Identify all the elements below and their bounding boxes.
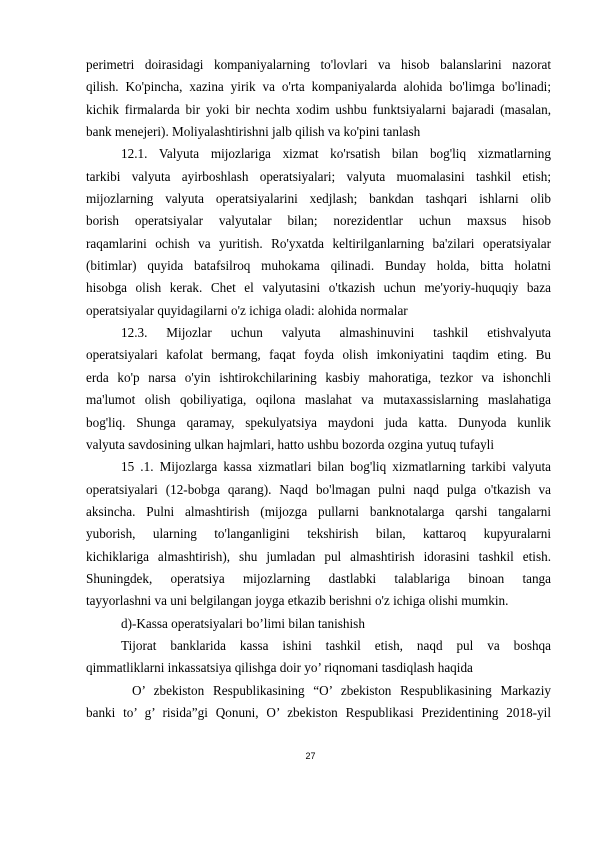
text-line: erda ko'p narsa o'yin ishtirokchilarining kasbiy mahoratiga, tezkor va ishonchli bbox=[86, 369, 551, 385]
text-line: perimetri doirasidagi kompaniyalarning to'lovlari va hisob balanslarini nazorat bbox=[86, 57, 551, 72]
text-line: qilish. Ko'pincha, xazina yirik va o'rta kompaniyalarda alohida bo'limga bo'linadi; bbox=[86, 79, 551, 95]
text-line: Shuningdek, operatsiya mijozlarning dastlabki talablariga binoan tanga bbox=[86, 570, 551, 586]
text-line: kichiklariga almashtirish), shu jumladan pul almashtirish idorasini tashkil etish. bbox=[86, 548, 551, 564]
text-line: kichik firmalarda bir yoki bir nechta xodim ushbu funktsiyalarni bajaradi (masalan, bbox=[86, 101, 551, 117]
text-line: aksincha. Pulni almashtirish (mijozga pullarni banknotalarga qarshi tangalarni bbox=[86, 503, 551, 519]
text-line: mijozlarning valyuta operatsiyalarini xedjlash; bankdan tashqari ishlarni olib bbox=[86, 191, 551, 207]
text-line: 15 .1. Mijozlarga kassa xizmatlari bilan bog'liq xizmatlarning tarkibi valyuta bbox=[121, 459, 551, 475]
text-line: ma'lumot olish qobiliyatiga, oqilona maslahat va mutaxassislarning maslahatiga bbox=[86, 392, 551, 408]
text-line: borish operatsiyalar valyutalar bilan; norezidentlar uchun maxsus hisob bbox=[86, 213, 551, 229]
text-line: operatsiyalari kafolat bermang, faqat foyda olish imkoniyatini taqdim eting. Bu bbox=[86, 347, 551, 363]
section-heading: d)-Kassa operatsiyalari bo’limi bilan tanishish bbox=[121, 615, 365, 631]
text-line: tarkibi valyuta ayirboshlash operatsiyalari; valyuta muomalasini tashkil etish; bbox=[86, 168, 551, 184]
text-line: (bitimlar) quyida batafsilroq muhokama qilinadi. Bunday holda, bitta holatni bbox=[86, 258, 551, 274]
text-line: hisobga olish kerak. Chet el valyutasini o'tkazish uchun me'yoriy-huquqiy baza bbox=[86, 280, 551, 296]
text-line: yuborish, ularning to'langanligini tekshirish bilan, kattaroq kupyuralarni bbox=[86, 526, 551, 542]
text-line: bog'liq. Shunga qaramay, spekulyatsiya maydoni juda katta. Dunyoda kunlik bbox=[86, 414, 551, 430]
text-line: raqamlarini ochish va yuritish. Ro'yxatda keltirilganlarning ba'zilari operatsiyalar bbox=[86, 235, 551, 251]
text-line: operatsiyalari (12-bobga qarang). Naqd bo'lmagan pulni naqd pulga o'tkazish va bbox=[86, 481, 551, 497]
text-line: O’ zbekiston Respublikasining “O’ zbekiston Respublikasining Markaziy bbox=[132, 682, 551, 698]
text-line: Tijorat banklarida kassa ishini tashkil etish, naqd pul va boshqa bbox=[121, 637, 551, 653]
text-line: qimmatliklarni inkassatsiya qilishga doir yo’ riqnomani tasdiqlash haqida bbox=[86, 660, 473, 676]
text-line: banki to’ g’ risida”gi Qonuni, O’ zbekiston Respublikasi Prezidentining 2018-yil bbox=[86, 704, 551, 720]
text-line: operatsiyalar quyidagilarni o'z ichiga oladi: alohida normalar bbox=[86, 302, 408, 318]
text-line: 12.3. Mijozlar uchun valyuta almashinuvini tashkil etishvalyuta bbox=[121, 325, 551, 341]
text-line: tayyorlashni va uni belgilangan joyga etkazib berishni o'z ichiga olishi mumkin. bbox=[86, 593, 509, 609]
document-body bbox=[86, 54, 551, 724]
page-number: 27 bbox=[305, 751, 316, 761]
text-line: bank menejeri). Moliyalashtirishni jalb qilish va ko'pini tanlash bbox=[86, 124, 421, 140]
text-line: valyuta savdosining ulkan hajmlari, hatto ushbu bozorda ozgina yutuq tufayli bbox=[86, 436, 494, 452]
text-line: 12.1. Valyuta mijozlariga xizmat ko'rsatish bilan bog'liq xizmatlarning bbox=[121, 146, 551, 162]
